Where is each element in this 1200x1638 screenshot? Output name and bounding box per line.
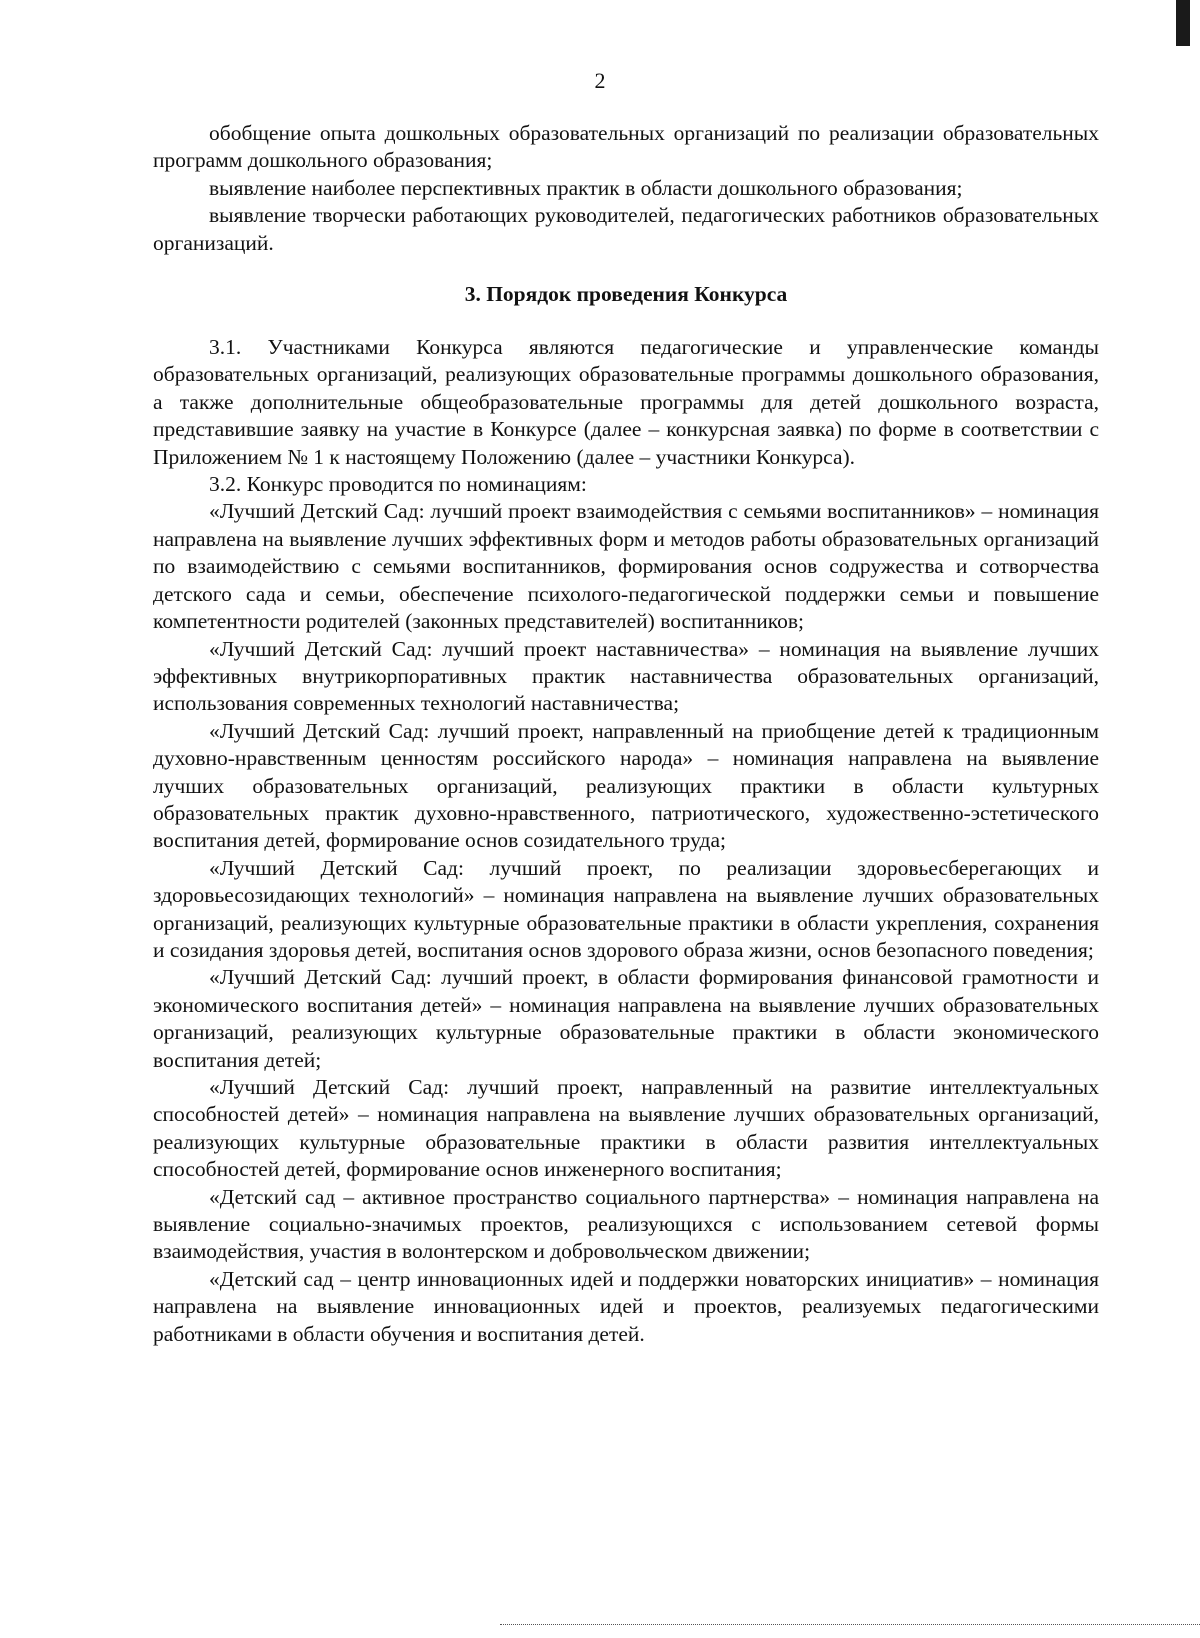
scan-edge-mark <box>1176 0 1190 46</box>
goal-paragraph: обобщение опыта дошкольных образовательных организаций по реализации образовательных программ дошкольного образования; <box>153 121 1099 173</box>
nomination-paragraph: «Лучший Детский Сад: лучший проект, направленный на развитие интеллектуальных способностей детей» – номинация направлена на выявление лучших образовательных организаций, реализующих культурные образовательные практики в области развития интеллектуальных способностей детей, формирование основ инженерного воспитания; <box>153 1075 1099 1182</box>
page-number: 2 <box>594 68 606 93</box>
nomination-paragraph: «Лучший Детский Сад: лучший проект, направленный на приобщение детей к традиционным духовно-нравственным ценностям российского народа» – номинация направлена на выявление лучших образовательных организаций, реализующих практики в области культурных образовательных практик духовно-нравственного, патриотического, художественно-эстетического воспитания детей, формирование основ созидательного труда; <box>153 718 1099 853</box>
nomination-paragraph: «Лучший Детский Сад: лучший проект, в области формирования финансовой грамотности и экономического воспитания детей» – номинация направлена на выявление лучших образовательных организаций, реализующих культурные образовательные практики в области экономического воспитания детей; <box>153 965 1099 1072</box>
nomination-paragraph: «Лучший Детский Сад: лучший проект взаимодействия с семьями воспитанников» – номинация направлена на выявление лучших эффективных форм и методов работы образовательных организаций по взаимодействию с семьями воспитанников, формирования основ содружества и сотворчества детского сада и семьи, обеспечение психолого-педагогической поддержки семьи и повышение компетентности родителей (законных представителей) воспитанников; <box>153 499 1099 634</box>
goal-paragraph: выявление наиболее перспективных практик в области дошкольного образования; <box>209 175 963 200</box>
nomination-paragraph: «Лучший Детский Сад: лучший проект наставничества» – номинация на выявление лучших эффективных внутрикорпоративных практик наставничества образовательных организаций, использования современных технологий наставничества; <box>153 636 1099 716</box>
clause-3-1: 3.1. Участниками Конкурса являются педагогические и управленческие команды образовательных организаций, реализующих образовательные программы дошкольного образования, а также дополнительные общеобразовательные программы для детей дошкольного возраста, представившие заявку на участие в Конкурсе (далее – конкурсная заявка) по форме в соответствии с Приложением № 1 к настоящему Положению (далее – участники Конкурса). <box>153 335 1099 469</box>
goal-paragraph: выявление творчески работающих руководителей, педагогических работников образовательных организаций. <box>153 203 1099 255</box>
scan-bottom-rule <box>500 1624 1200 1625</box>
nomination-paragraph: «Детский сад – центр инновационных идей и поддержки новаторских инициатив» – номинация направлена на выявление инновационных идей и проектов, реализуемых педагогическими работниками в области обучения и воспитания детей. <box>153 1266 1099 1346</box>
nomination-paragraph: «Детский сад – активное пространство социального партнерства» – номинация направлена на выявление социально-значимых проектов, реализующихся с использованием сетевой формы взаимодействия, участия в волонтерском и добровольческом движении; <box>153 1184 1099 1264</box>
clause-3-2: 3.2. Конкурс проводится по номинациям: <box>209 472 587 497</box>
section-heading: 3. Порядок проведения Конкурса <box>464 282 788 307</box>
document-body <box>153 120 1099 1348</box>
nomination-paragraph: «Лучший Детский Сад: лучший проект, по реализации здоровьесберегающих и здоровьесозидающих технологий» – номинация направлена на выявление лучших образовательных организаций, реализующих культурные образовательные практики в области укрепления, сохранения и созидания здоровья детей, воспитания основ здорового образа жизни, основ безопасного поведения; <box>153 855 1099 962</box>
